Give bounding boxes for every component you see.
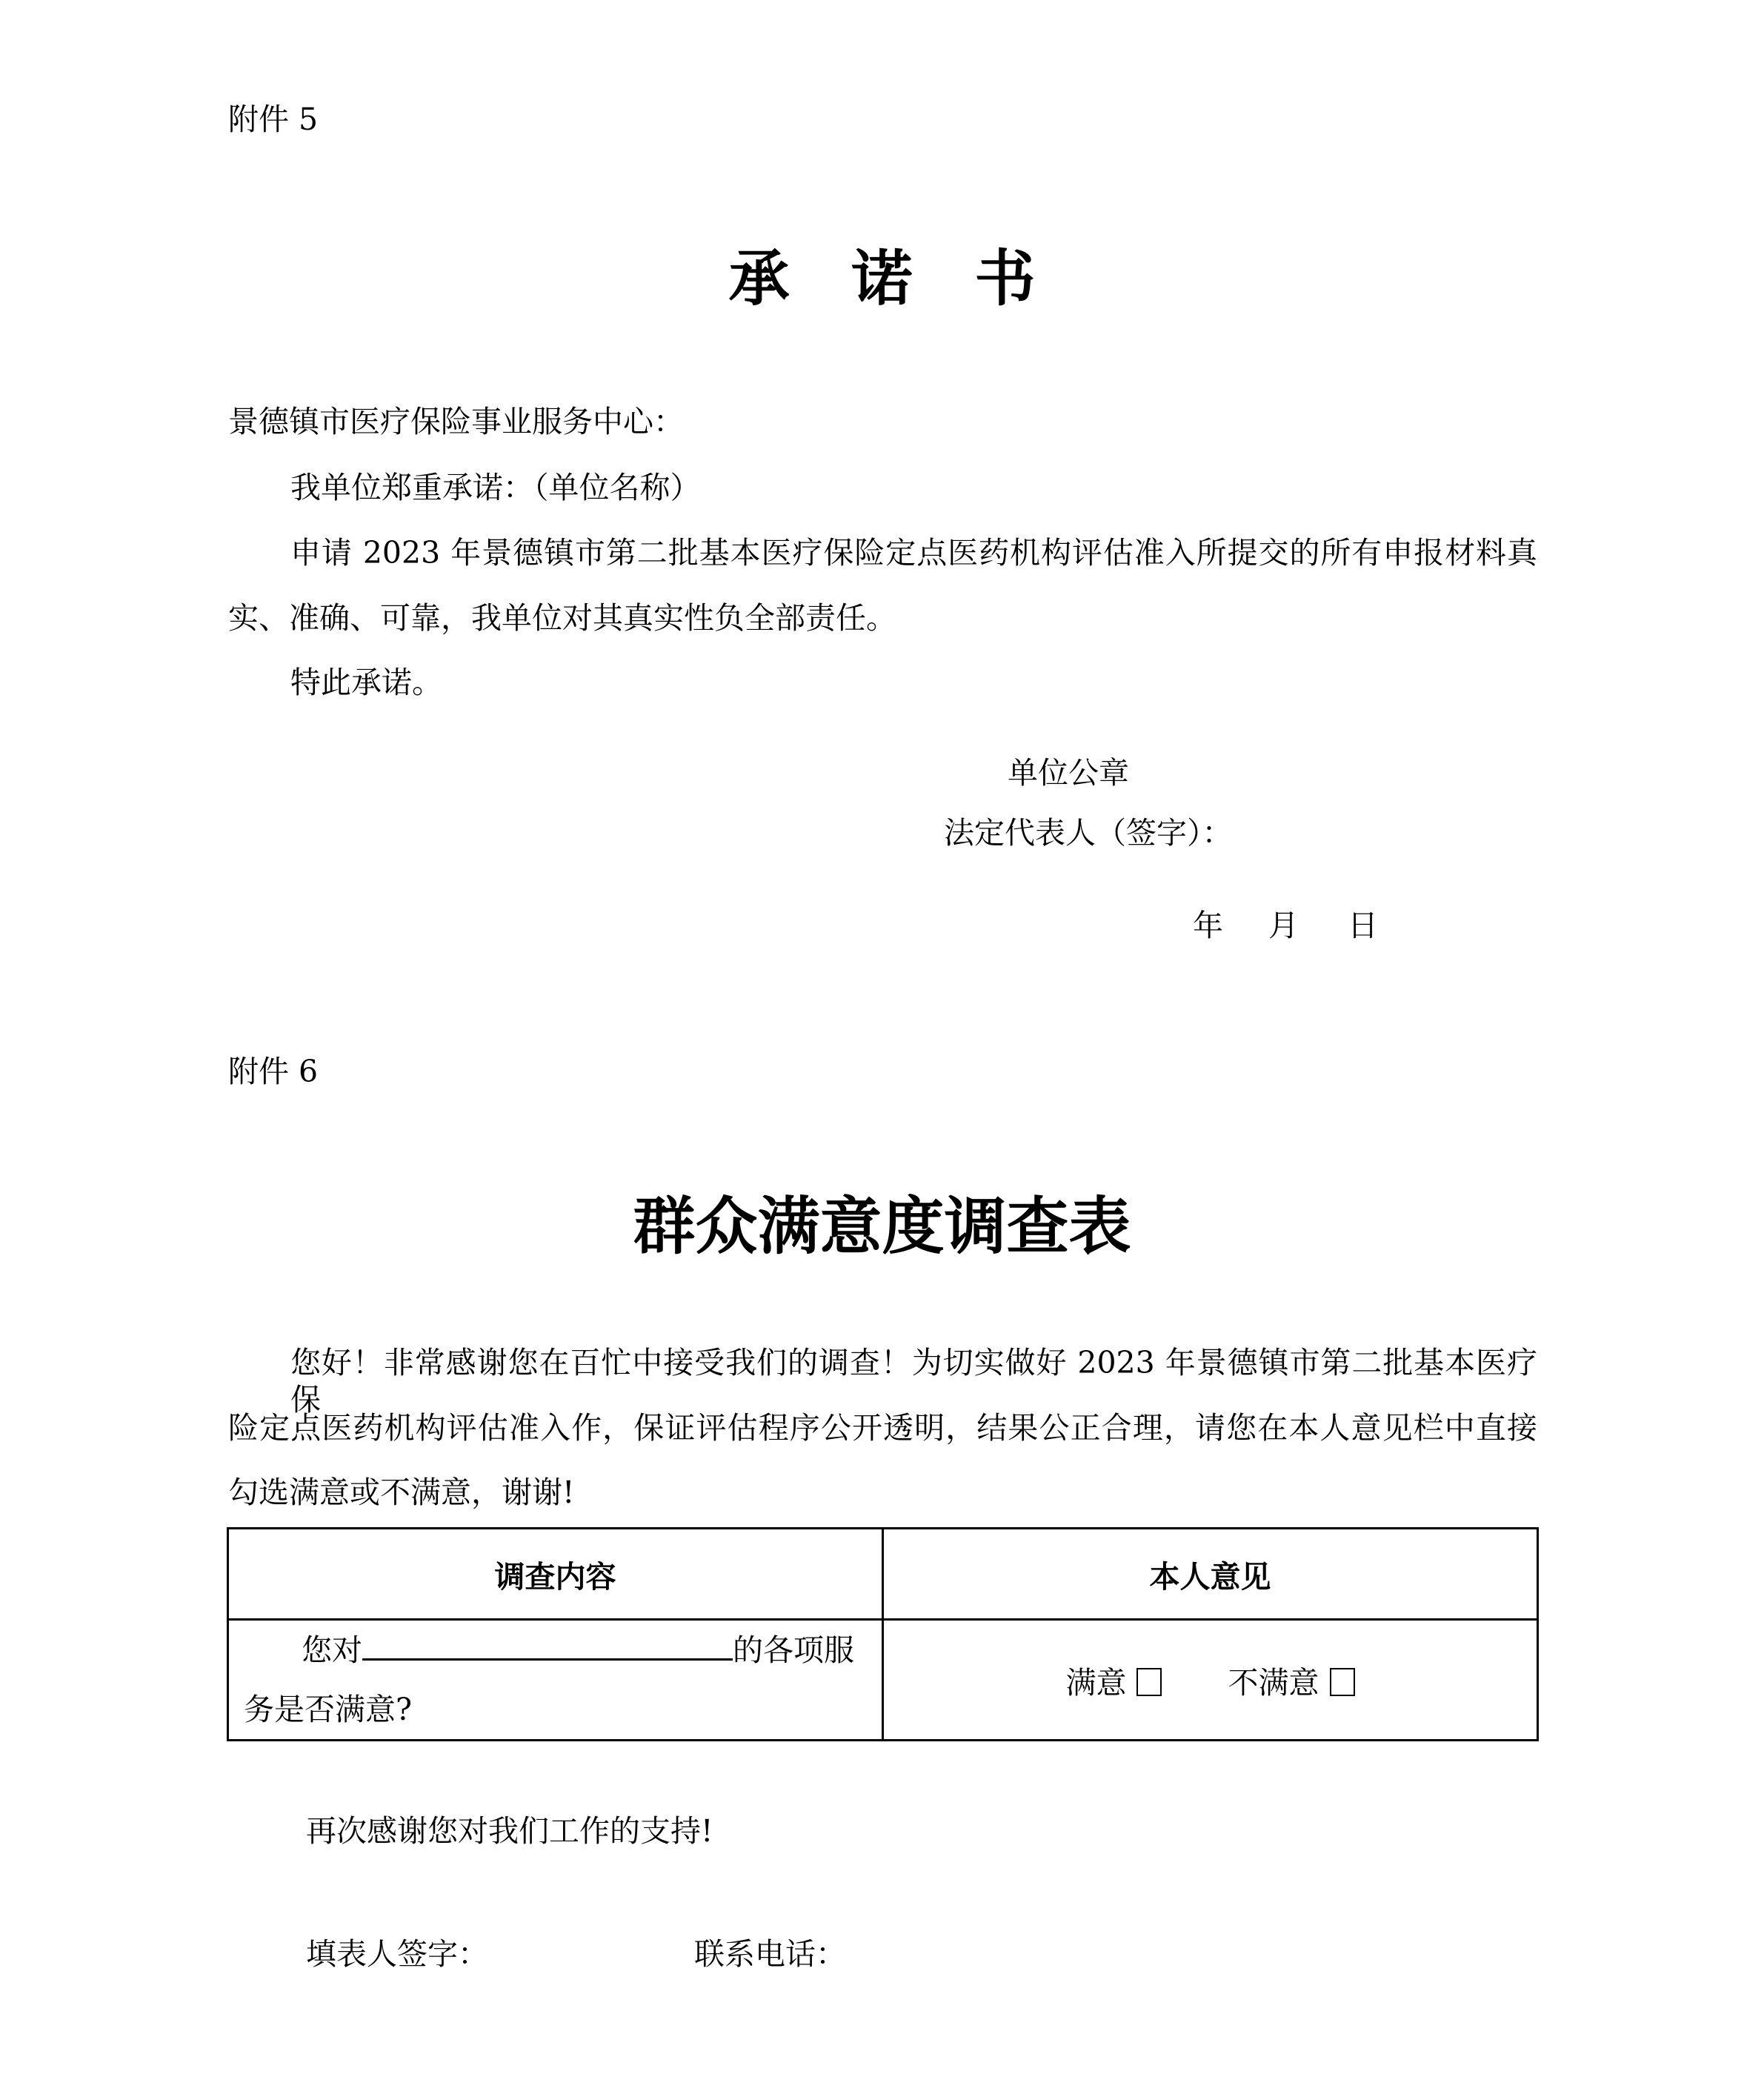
title-char: 诺 <box>851 243 913 314</box>
date-year: 年 <box>1193 908 1223 943</box>
satisfied-label: 满意 <box>1065 1664 1127 1701</box>
date-month: 月 <box>1268 908 1299 943</box>
title-char: 书 <box>974 243 1036 314</box>
question-suffix: 的各项服 <box>733 1632 854 1668</box>
survey-title: 群众满意度调查表 <box>633 1189 1131 1263</box>
blank-line-input[interactable] <box>362 1629 733 1661</box>
commitment-line: 我单位郑重承诺：（单位名称） <box>290 470 701 505</box>
header-survey-content: 调查内容 <box>228 1529 883 1620</box>
date-day: 日 <box>1348 908 1378 943</box>
unsatisfied-checkbox[interactable] <box>1330 1668 1355 1696</box>
opinion-options <box>883 1620 1538 1741</box>
survey-table <box>227 1527 1539 1741</box>
commitment-title <box>0 245 1764 313</box>
commitment-line: 实、准确、可靠，我单位对其真实性负全部责任。 <box>228 600 896 636</box>
title-char: 承 <box>728 243 790 314</box>
commitment-line: 特此承诺。 <box>290 665 442 700</box>
signer-label: 填表人签字： <box>306 1936 488 1972</box>
survey-question <box>228 1620 883 1741</box>
intro-line: 险定点医药机构评估准入作，保证评估程序公开透明，结果公正合理，请您在本人意见栏中直接 <box>228 1410 1537 1446</box>
header-opinion: 本人意见 <box>883 1529 1538 1620</box>
intro-line: 勾选满意或不满意，谢谢! <box>228 1475 575 1510</box>
unit-seal-label: 单位公章 <box>1008 755 1129 791</box>
thanks-text: 再次感谢您对我们工作的支持! <box>306 1813 713 1849</box>
attachment-6-label: 附件 6 <box>228 1054 319 1089</box>
legal-representative-label: 法定代表人（签字）： <box>944 815 1233 851</box>
satisfied-checkbox[interactable] <box>1136 1668 1162 1696</box>
addressee: 景德镇市医疗保险事业服务中心： <box>228 404 684 439</box>
unsatisfied-label: 不满意 <box>1228 1664 1319 1701</box>
question-line2: 务是否满意? <box>244 1692 412 1727</box>
attachment-5-label: 附件 5 <box>228 102 319 137</box>
question-prefix: 您对 <box>302 1632 362 1668</box>
phone-label: 联系电话： <box>694 1936 846 1972</box>
intro-line: 您好！非常感谢您在百忙中接受我们的调查！为切实做好 2023 年景德镇市第二批基本医疗保 <box>290 1345 1537 1418</box>
commitment-line: 申请 2023 年景德镇市第二批基本医疗保险定点医药机构评估准入所提交的所有申报材料真 <box>290 535 1537 571</box>
